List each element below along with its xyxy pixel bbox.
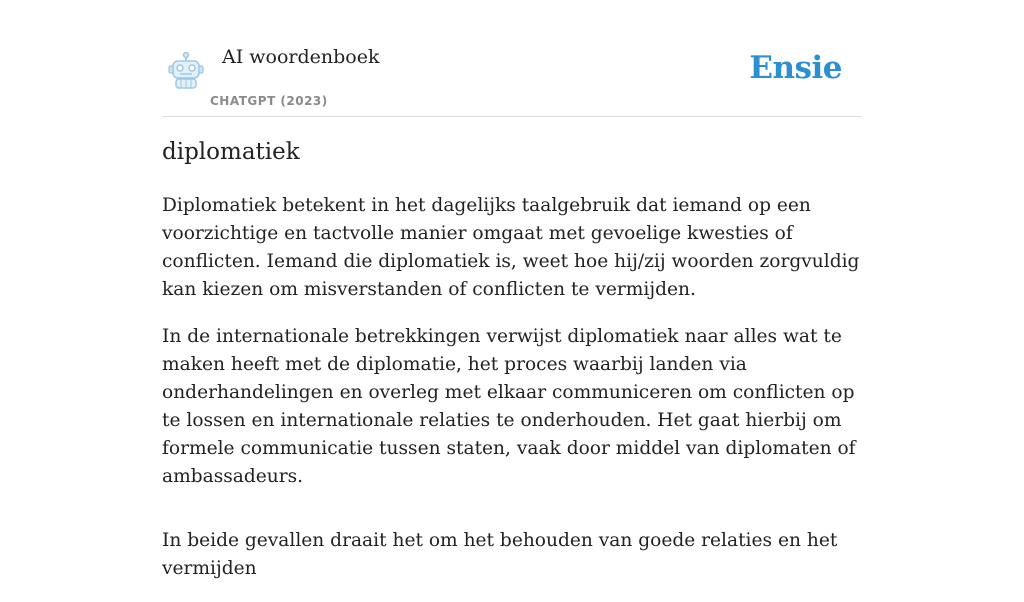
definition-paragraph: Diplomatiek betekent in het dagelijks taalgebruik dat iemand op een voorzichtige en tactvolle manier omgaat met gevoelige kwesties of conflicten. Iemand die diplomatiek is, weet hoe hij/zij woorden zorgvuldig kan kiezen om misverstanden of conflicten te vermijden. — [162, 195, 860, 300]
source-subtitle: CHATGPT (2023) — [210, 94, 328, 108]
entry-definition — [162, 192, 862, 602]
source-title[interactable]: AI woordenboek — [222, 46, 380, 68]
robot-icon — [166, 52, 206, 90]
definition-paragraph: In beide gevallen draait het om het behouden van goede relaties en het vermijden — [162, 530, 838, 579]
definition-paragraph: In de internationale betrekkingen verwijst diplomatiek naar alles wat te maken heeft met de diplomatie, het proces waarbij landen via onderhandelingen en overleg met elkaar communiceren om conflicten op te lossen en internationale relaties te onderhouden. Het gaat hierbij om formele communicatie tussen staten, vaak door middel van diplomaten of ambassadeurs. — [162, 326, 856, 487]
source-header — [162, 40, 862, 117]
brand-logo[interactable]: Ensie — [749, 50, 842, 86]
entry-term: diplomatiek — [162, 139, 300, 165]
